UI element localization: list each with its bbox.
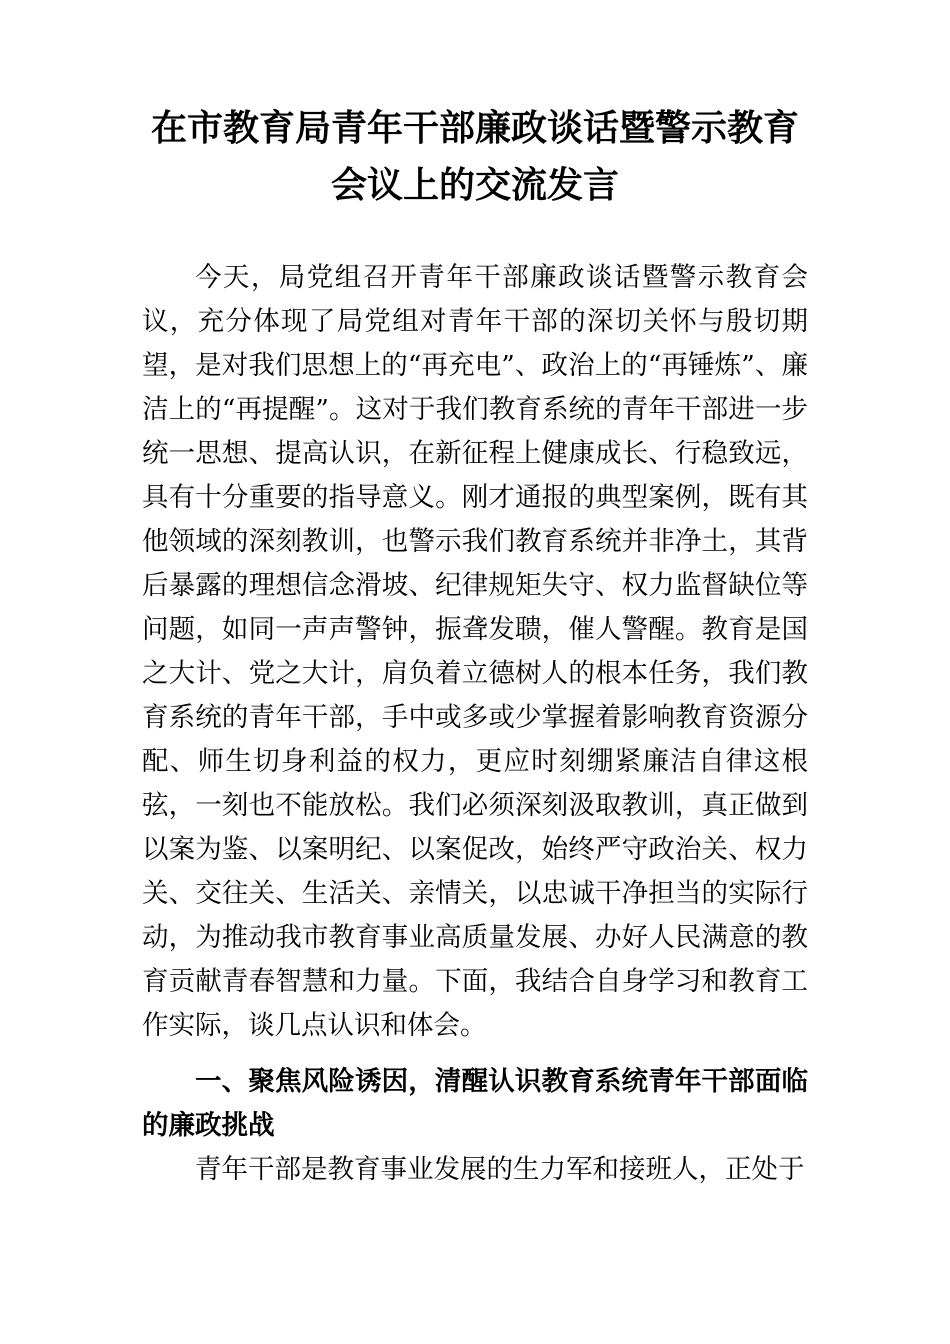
intro-paragraph: 今天，局党组召开青年干部廉政谈话暨警示教育会议，充分体现了局党组对青年干部的深切关怀与殷切期望，是对我们思想上的“再充电”、政治上的“再锤炼”、廉洁上的“再提醒”。这对于我们教育系统的青年干部进一步统一思想、提高认识，在新征程上健康成长、行稳致远，具有十分重要的指导意义。刚才通报的典型案例，既有其他领域的深刻教训，也警示我们教育系统并非净土，其背后暴露的理想信念滑坡、纪律规矩失守、权力监督缺位等问题，如同一声声警钟，振聋发聩，催人警醒。教育是国之大计、党之大计，肩负着立德树人的根本任务，我们教育系统的青年干部，手中或多或少掌握着影响教育资源分配、师生切身利益的权力，更应时刻绷紧廉洁自律这根弦，一刻也不能放松。我们必须深刻汲取教训，真正做到以案为鉴、以案明纪、以案促改，始终严守政治关、权力关、交往关、生活关、亲情关，以忠诚干净担当的实际行动，为推动我市教育事业高质量发展、办好人民满意的教育贡献青春智慧和力量。下面，我结合自身学习和教育工作实际，谈几点认识和体会。 [142,262,808,1041]
section-1-heading: 一、聚焦风险诱因，清醒认识教育系统青年干部面临的廉政挑战 [142,1066,808,1141]
section-1-paragraph: 青年干部是教育事业发展的生力军和接班人，正处于 [195,1154,805,1185]
document-title: 在市教育局青年干部廉政谈话暨警示教育会议上的交流发言 [150,107,799,206]
